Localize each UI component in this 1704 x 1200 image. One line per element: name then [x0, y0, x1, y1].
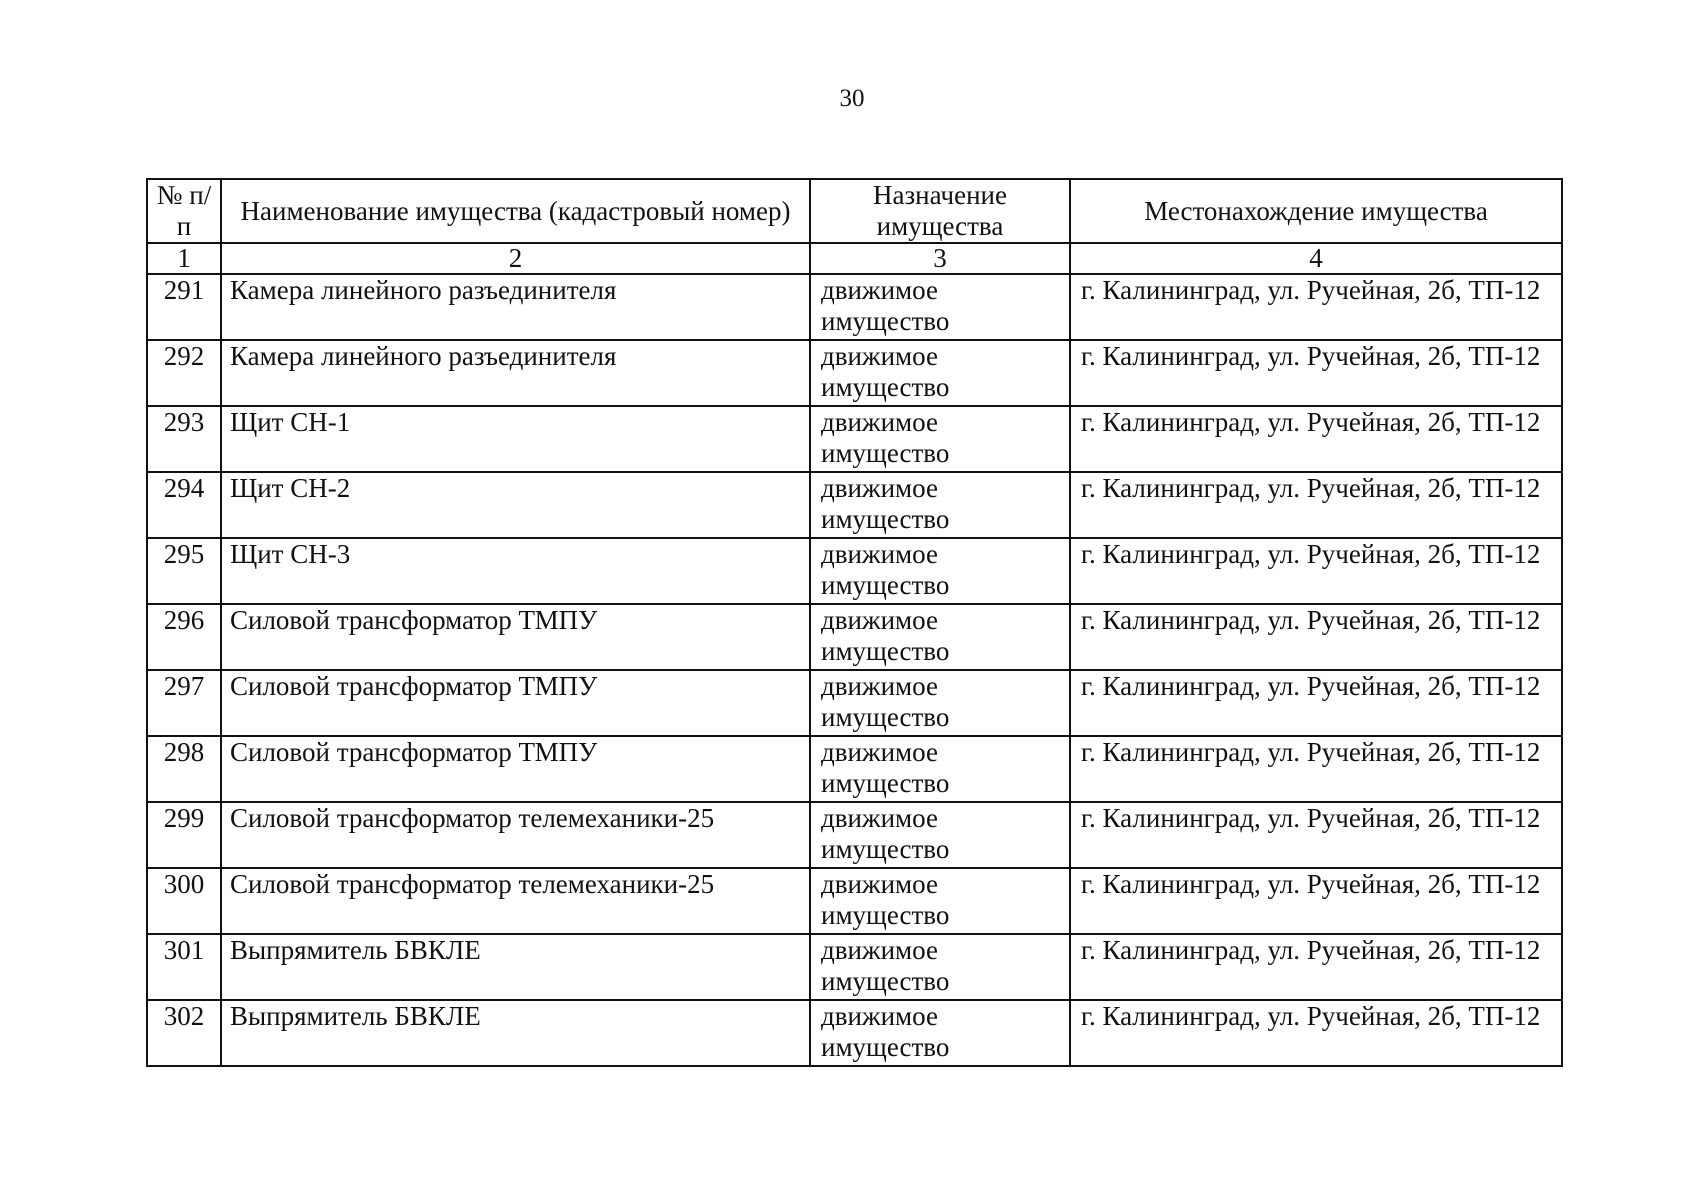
table-row — [147, 868, 1562, 934]
row-number: 296 — [147, 604, 221, 670]
header-purpose: Назначение имущества — [810, 179, 1070, 243]
property-location: г. Калининград, ул. Ручейная, 2б, ТП-12 — [1070, 472, 1562, 538]
table-row — [147, 472, 1562, 538]
page-number: 30 — [839, 85, 865, 112]
header-row — [147, 179, 1562, 243]
property-name: Силовой трансформатор ТМПУ — [221, 604, 810, 670]
row-number: 301 — [147, 934, 221, 1000]
property-purpose: движимое имущество — [810, 670, 1070, 736]
column-number: 3 — [810, 243, 1070, 274]
property-purpose: движимое имущество — [810, 274, 1070, 340]
property-location: г. Калининград, ул. Ручейная, 2б, ТП-12 — [1070, 538, 1562, 604]
table-row — [147, 538, 1562, 604]
property-location: г. Калининград, ул. Ручейная, 2б, ТП-12 — [1070, 934, 1562, 1000]
property-name: Выпрямитель БВКЛЕ — [221, 934, 810, 1000]
row-number: 292 — [147, 340, 221, 406]
property-purpose: движимое имущество — [810, 472, 1070, 538]
property-name: Силовой трансформатор телемеханики-25 — [221, 868, 810, 934]
property-location: г. Калининград, ул. Ручейная, 2б, ТП-12 — [1070, 670, 1562, 736]
property-table — [146, 178, 1563, 1067]
row-number: 295 — [147, 538, 221, 604]
table-row — [147, 802, 1562, 868]
property-location: г. Калининград, ул. Ручейная, 2б, ТП-12 — [1070, 406, 1562, 472]
property-purpose: движимое имущество — [810, 406, 1070, 472]
row-number: 294 — [147, 472, 221, 538]
property-name: Камера линейного разъединителя — [221, 340, 810, 406]
property-location: г. Калининград, ул. Ручейная, 2б, ТП-12 — [1070, 736, 1562, 802]
property-name: Силовой трансформатор ТМПУ — [221, 736, 810, 802]
property-purpose: движимое имущество — [810, 1000, 1070, 1066]
property-location: г. Калининград, ул. Ручейная, 2б, ТП-12 — [1070, 340, 1562, 406]
property-location: г. Калининград, ул. Ручейная, 2б, ТП-12 — [1070, 802, 1562, 868]
table-row — [147, 736, 1562, 802]
property-purpose: движимое имущество — [810, 868, 1070, 934]
table-body — [147, 274, 1562, 1066]
row-number: 297 — [147, 670, 221, 736]
property-purpose: движимое имущество — [810, 934, 1070, 1000]
row-number: 299 — [147, 802, 221, 868]
header-location: Местонахождение имущества — [1070, 179, 1562, 243]
table-row — [147, 604, 1562, 670]
header-name: Наименование имущества (кадастровый номер) — [221, 179, 810, 243]
property-purpose: движимое имущество — [810, 802, 1070, 868]
property-name: Силовой трансформатор телемеханики-25 — [221, 802, 810, 868]
column-number: 2 — [221, 243, 810, 274]
table-row — [147, 1000, 1562, 1066]
row-number: 302 — [147, 1000, 221, 1066]
property-purpose: движимое имущество — [810, 538, 1070, 604]
property-name: Щит СН-3 — [221, 538, 810, 604]
property-location: г. Калининград, ул. Ручейная, 2б, ТП-12 — [1070, 274, 1562, 340]
property-location: г. Калининград, ул. Ручейная, 2б, ТП-12 — [1070, 1000, 1562, 1066]
property-name: Силовой трансформатор ТМПУ — [221, 670, 810, 736]
table-row — [147, 934, 1562, 1000]
table-row — [147, 406, 1562, 472]
row-number: 298 — [147, 736, 221, 802]
column-numbers-row — [147, 243, 1562, 274]
row-number: 293 — [147, 406, 221, 472]
table-row — [147, 274, 1562, 340]
property-purpose: движимое имущество — [810, 340, 1070, 406]
property-name: Щит СН-2 — [221, 472, 810, 538]
column-number: 4 — [1070, 243, 1562, 274]
table-head — [147, 179, 1562, 274]
property-location: г. Калининград, ул. Ручейная, 2б, ТП-12 — [1070, 868, 1562, 934]
property-name: Щит СН-1 — [221, 406, 810, 472]
property-purpose: движимое имущество — [810, 604, 1070, 670]
row-number: 300 — [147, 868, 221, 934]
header-num: № п/п — [147, 179, 221, 243]
property-location: г. Калининград, ул. Ручейная, 2б, ТП-12 — [1070, 604, 1562, 670]
column-number: 1 — [147, 243, 221, 274]
table-row — [147, 340, 1562, 406]
row-number: 291 — [147, 274, 221, 340]
property-name: Камера линейного разъединителя — [221, 274, 810, 340]
property-purpose: движимое имущество — [810, 736, 1070, 802]
table-row — [147, 670, 1562, 736]
property-name: Выпрямитель БВКЛЕ — [221, 1000, 810, 1066]
